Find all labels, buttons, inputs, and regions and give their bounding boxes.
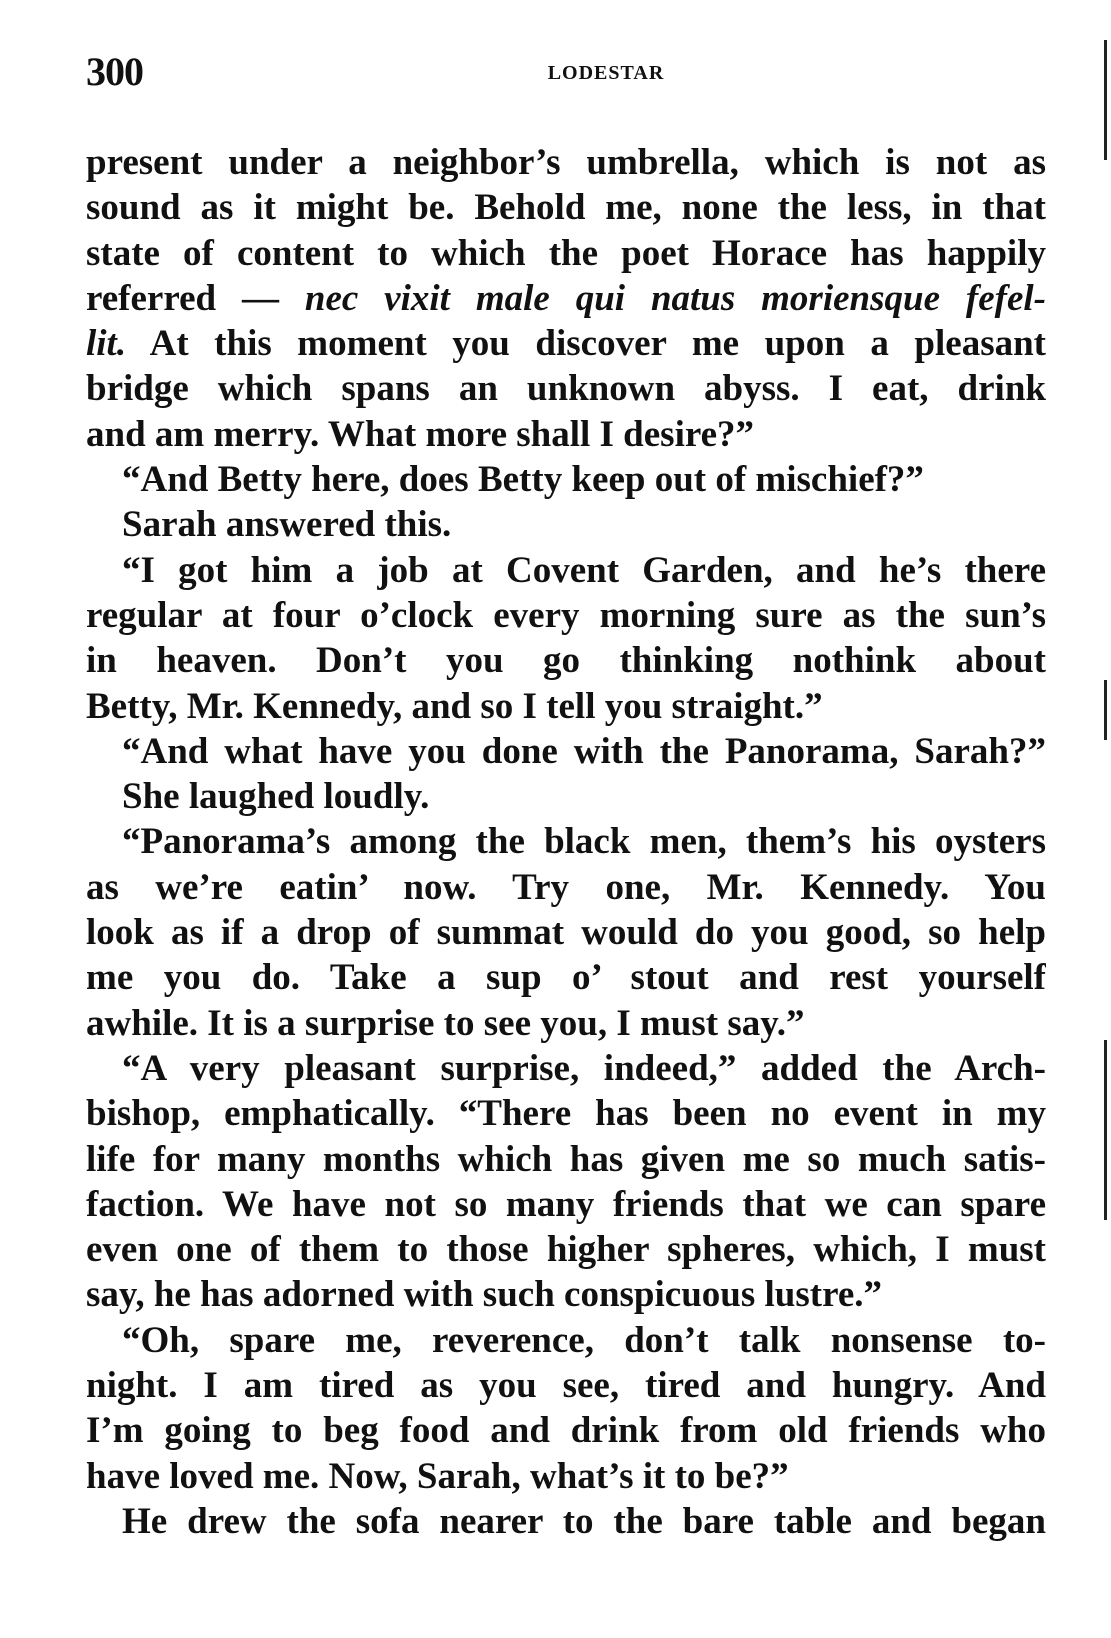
text-line	[86, 593, 1046, 638]
text-line	[86, 457, 1046, 502]
line-text: referred —	[86, 277, 305, 319]
line-text: “And what have you done with the Panorama, Sarah?”	[122, 730, 1046, 772]
text-line	[86, 1363, 1046, 1408]
running-title: LODESTAR	[547, 62, 665, 84]
text-line	[86, 1227, 1046, 1272]
line-text: “And Betty here, does Betty keep out of mischief?”	[122, 459, 924, 501]
text-line	[86, 819, 1046, 864]
line-text: regular at four o’clock every morning sure as the sun’s	[86, 594, 1046, 636]
text-line	[86, 548, 1046, 593]
text-line	[86, 321, 1046, 366]
text-line	[86, 140, 1046, 185]
line-text: me you do. Take a sup o’ stout and rest yourself	[86, 957, 1046, 999]
text-line	[86, 1318, 1046, 1363]
line-text: He drew the sofa nearer to the bare table and began	[122, 1500, 1046, 1542]
text-line	[86, 1091, 1046, 1136]
text-line	[86, 185, 1046, 230]
line-text: night. I am tired as you see, tired and hungry. And	[86, 1365, 1046, 1407]
line-text: Sarah answered this.	[122, 504, 452, 546]
text-line	[86, 502, 1046, 547]
line-text: look as if a drop of summat would do you good, so help	[86, 912, 1046, 954]
line-text: bishop, emphatically. “There has been no event in my	[86, 1093, 1046, 1135]
line-text: “A very pleasant surprise, indeed,” added the Arch-	[122, 1047, 1046, 1089]
text-line	[86, 1001, 1046, 1046]
page-edge-mark	[1104, 40, 1107, 160]
text-line	[86, 729, 1046, 774]
text-line	[86, 638, 1046, 683]
latin-quotation: nec vixit male qui natus moriensque fefel-	[304, 277, 1046, 319]
line-text: “I got him a job at Covent Garden, and he’s there	[122, 549, 1046, 591]
line-text: “Panorama’s among the black men, them’s his oysters	[122, 821, 1046, 863]
line-text: have loved me. Now, Sarah, what’s it to be?”	[86, 1455, 789, 1497]
text-line	[86, 1454, 1046, 1499]
text-line	[86, 865, 1046, 910]
text-line	[86, 1408, 1046, 1453]
text-line	[86, 684, 1046, 729]
text-line	[86, 910, 1046, 955]
page-number: 300	[86, 49, 143, 94]
line-text: say, he has adorned with such conspicuous lustre.”	[86, 1274, 883, 1316]
page-edge-mark	[1104, 1040, 1107, 1220]
line-text: faction. We have not so many friends that we can spare	[86, 1183, 1046, 1225]
line-text: I’m going to beg food and drink from old friends who	[86, 1410, 1046, 1452]
text-line	[86, 1499, 1046, 1544]
text-line	[86, 231, 1046, 276]
text-line	[86, 412, 1046, 457]
text-line	[86, 1137, 1046, 1182]
line-text: and am merry. What more shall I desire?”	[86, 413, 755, 455]
latin-quotation: lit.	[86, 323, 127, 365]
text-line	[86, 276, 1046, 321]
text-line	[86, 955, 1046, 1000]
page-header	[86, 48, 1046, 98]
line-text: bridge which spans an unknown abyss. I eat, drink	[86, 368, 1046, 410]
text-line	[86, 774, 1046, 819]
line-text: Betty, Mr. Kennedy, and so I tell you straight.”	[86, 685, 823, 727]
line-text: “Oh, spare me, reverence, don’t talk nonsense to-	[122, 1319, 1046, 1361]
line-text: sound as it might be. Behold me, none the less, in that	[86, 187, 1046, 229]
line-text: She laughed loudly.	[122, 776, 430, 818]
text-line	[86, 1046, 1046, 1091]
text-line	[86, 366, 1046, 411]
line-text: state of content to which the poet Horace has happily	[86, 232, 1046, 274]
line-text: even one of them to those higher spheres, which, I must	[86, 1229, 1046, 1271]
line-text: in heaven. Don’t you go thinking nothink about	[86, 640, 1046, 682]
line-text: life for many months which has given me so much satis-	[86, 1138, 1046, 1180]
line-text: At this moment you discover me upon a pleasant	[126, 323, 1046, 365]
text-line	[86, 1182, 1046, 1227]
line-text: as we’re eatin’ now. Try one, Mr. Kennedy. You	[86, 866, 1046, 908]
text-line	[86, 1272, 1046, 1317]
page-edge-mark	[1104, 680, 1107, 740]
line-text: awhile. It is a surprise to see you, I must say.”	[86, 1002, 805, 1044]
line-text: present under a neighbor’s umbrella, which is not as	[86, 142, 1046, 183]
body-text	[86, 140, 1046, 1544]
